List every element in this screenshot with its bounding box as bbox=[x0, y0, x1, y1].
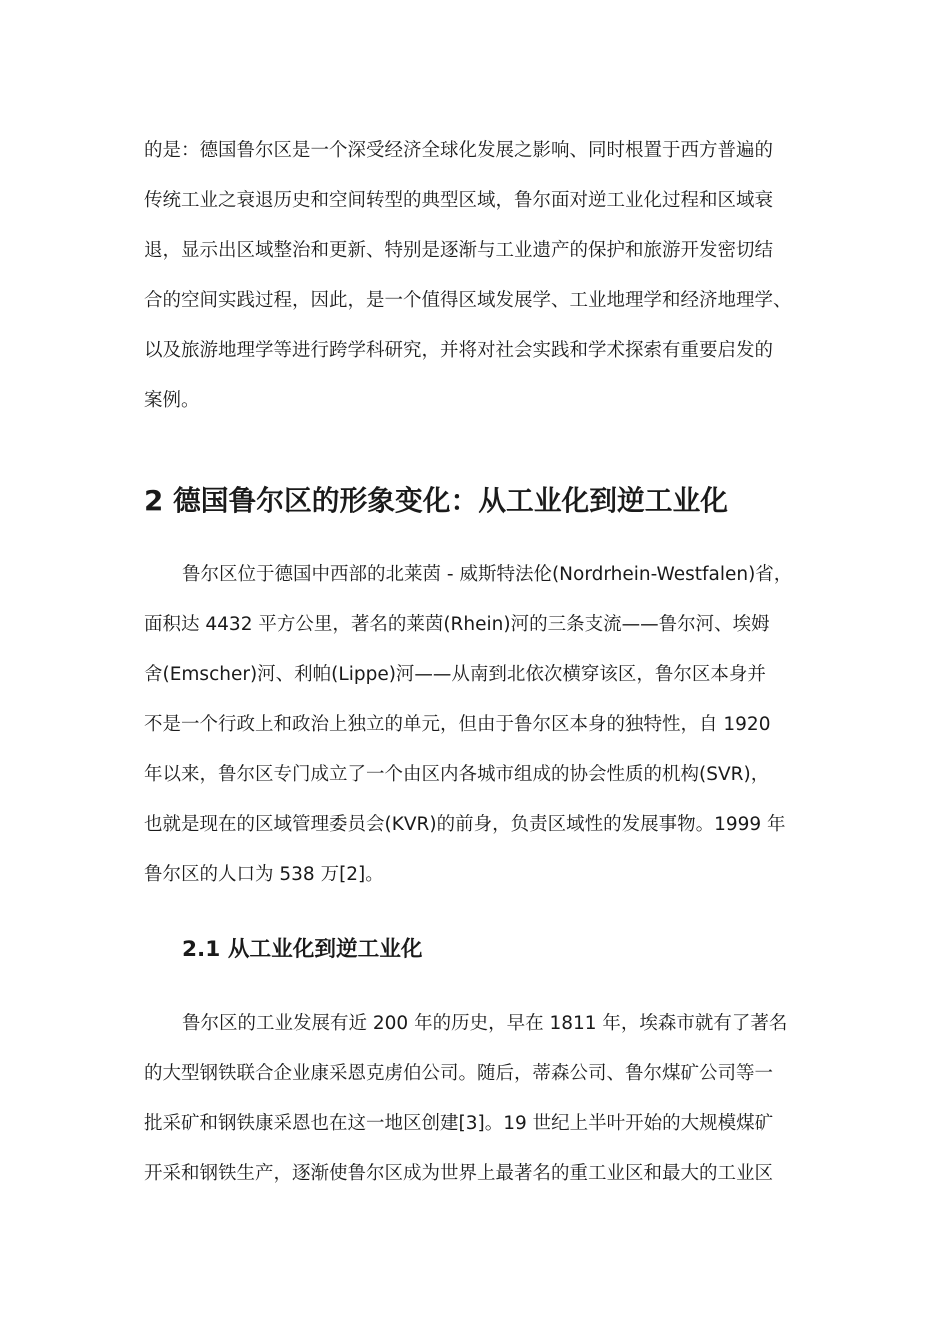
text-line: 以及旅游地理学等进行跨学科研究，并将对社会实践和学术探索有重要启发的 bbox=[144, 340, 774, 361]
text-line: 年以来，鲁尔区专门成立了一个由区内各城市组成的协会性质的机构(SVR)， bbox=[144, 764, 770, 785]
text-line: 鲁尔区的工业发展有近 200 年的历史，早在 1811 年，埃森市就有了著名 bbox=[182, 1013, 788, 1034]
text-line: 鲁尔区位于德国中西部的北莱茵 - 威斯特法伦(Nordrhein-Westfalen)省， bbox=[182, 564, 793, 585]
section-heading: 2 德国鲁尔区的形象变化：从工业化到逆工业化 bbox=[144, 484, 728, 517]
text-line: 传统工业之衰退历史和空间转型的典型区域，鲁尔面对逆工业化过程和区域衰 bbox=[144, 190, 774, 211]
text-line: 也就是现在的区域管理委员会(KVR)的前身，负责区域性的发展事物。1999 年 bbox=[144, 814, 786, 835]
text-line: 开采和钢铁生产，逐渐使鲁尔区成为世界上最著名的重工业区和最大的工业区 bbox=[144, 1163, 774, 1184]
text-line: 批采矿和钢铁康采恩也在这一地区创建[3]。19 世纪上半叶开始的大规模煤矿 bbox=[144, 1113, 774, 1134]
subsection-heading: 2.1 从工业化到逆工业化 bbox=[182, 937, 423, 962]
section2-1-paragraph bbox=[144, 999, 824, 1199]
text-line: 面积达 4432 平方公里，著名的莱茵(Rhein)河的三条支流——鲁尔河、埃姆 bbox=[144, 614, 770, 635]
document-page bbox=[144, 126, 824, 1199]
text-line: 的大型钢铁联合企业康采恩克虏伯公司。随后，蒂森公司、鲁尔煤矿公司等一 bbox=[144, 1063, 774, 1084]
section2-paragraph bbox=[144, 550, 824, 900]
text-line: 鲁尔区的人口为 538 万[2]。 bbox=[144, 864, 384, 885]
text-line: 合的空间实践过程，因此，是一个值得区域发展学、工业地理学和经济地理学、 bbox=[144, 290, 792, 311]
text-line: 退，显示出区域整治和更新、特别是逐渐与工业遗产的保护和旅游开发密切结 bbox=[144, 240, 774, 261]
text-line: 不是一个行政上和政治上独立的单元，但由于鲁尔区本身的独特性，自 1920 bbox=[144, 714, 771, 735]
text-line: 舍(Emscher)河、利帕(Lippe)河——从南到北依次横穿该区，鲁尔区本身并 bbox=[144, 664, 766, 685]
text-line: 案例。 bbox=[144, 390, 200, 411]
text-line: 的是：德国鲁尔区是一个深受经济全球化发展之影响、同时根置于西方普遍的 bbox=[144, 140, 774, 161]
intro-paragraph bbox=[144, 126, 824, 426]
